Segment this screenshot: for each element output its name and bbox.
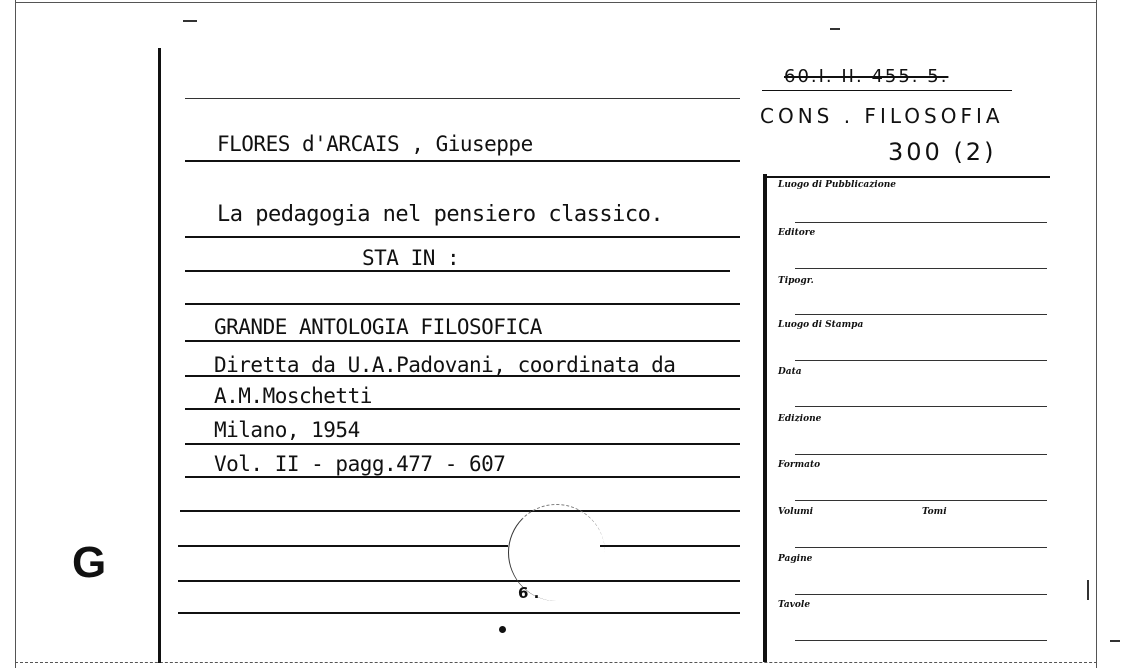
field-label: Edizione xyxy=(778,414,822,424)
rule-line xyxy=(185,443,740,445)
field-label: Editore xyxy=(778,228,816,238)
rule-line xyxy=(185,160,740,162)
field-line xyxy=(795,360,1047,361)
field-line xyxy=(795,547,1047,548)
work-title: La pedagogia nel pensiero classico. xyxy=(217,202,664,227)
rule-line xyxy=(178,545,508,547)
author-name: FLORES d'ARCAIS , Giuseppe xyxy=(217,132,533,156)
field-line xyxy=(795,594,1047,595)
volume-pages: Vol. II - pagg.477 - 607 xyxy=(214,452,506,476)
struck-code-underline xyxy=(762,90,1012,91)
rule-line xyxy=(178,580,740,582)
field-label: Tavole xyxy=(778,600,811,610)
field-label: Tipogr. xyxy=(778,276,814,286)
field-label: Pagine xyxy=(778,554,813,564)
shelf-mark-line-1: CONS . FILOSOFIA xyxy=(760,104,1004,128)
rule-line xyxy=(600,545,740,547)
rule-line xyxy=(178,612,740,614)
rule-line xyxy=(185,270,730,272)
stamp-fragment: 6 . xyxy=(518,584,540,602)
shelf-mark-line-2: 300 (2) xyxy=(888,138,997,166)
rule-line xyxy=(185,303,740,305)
punch-hole-dot xyxy=(499,626,506,633)
field-line xyxy=(795,314,1047,315)
card-right-edge xyxy=(1096,0,1097,668)
field-line xyxy=(795,500,1047,501)
field-label: Volumi xyxy=(778,507,814,517)
field-line xyxy=(795,222,1047,223)
field-line xyxy=(795,454,1047,455)
field-label: Luogo di Pubblicazione xyxy=(778,180,896,190)
scan-mark xyxy=(183,20,197,22)
rule-line xyxy=(185,476,740,478)
field-line xyxy=(795,268,1047,269)
rule-line xyxy=(185,236,740,238)
card-bottom-edge xyxy=(15,662,1097,663)
card-left-edge xyxy=(15,0,16,668)
collection-title: GRANDE ANTOLOGIA FILOSOFICA xyxy=(214,315,542,339)
scan-mark xyxy=(830,28,840,30)
editors-line-1: Diretta da U.A.Padovani, coordinata da xyxy=(214,353,676,377)
sta-in-label: STA IN : xyxy=(362,246,460,270)
scan-mark xyxy=(1087,580,1089,600)
section-letter: G xyxy=(72,538,107,587)
margin-rule xyxy=(158,48,161,663)
field-label: Tomi xyxy=(922,507,947,517)
rule-line xyxy=(185,340,740,342)
field-line xyxy=(795,640,1047,641)
form-column-divider xyxy=(763,174,767,662)
scan-mark xyxy=(1110,640,1120,642)
place-year: Milano, 1954 xyxy=(214,418,360,442)
field-label: Data xyxy=(778,367,802,377)
field-label: Formato xyxy=(778,460,821,470)
rule-line xyxy=(185,408,740,410)
rule-line xyxy=(180,510,740,512)
editors-line-2: A.M.Moschetti xyxy=(214,384,372,408)
field-label: Luogo di Stampa xyxy=(778,320,864,330)
card-top-edge xyxy=(15,2,1097,3)
struck-call-number: 60.I. II. 455. 5. xyxy=(784,66,949,87)
rule-line xyxy=(185,98,740,99)
field-line xyxy=(795,406,1047,407)
form-top-rule xyxy=(765,176,1050,178)
